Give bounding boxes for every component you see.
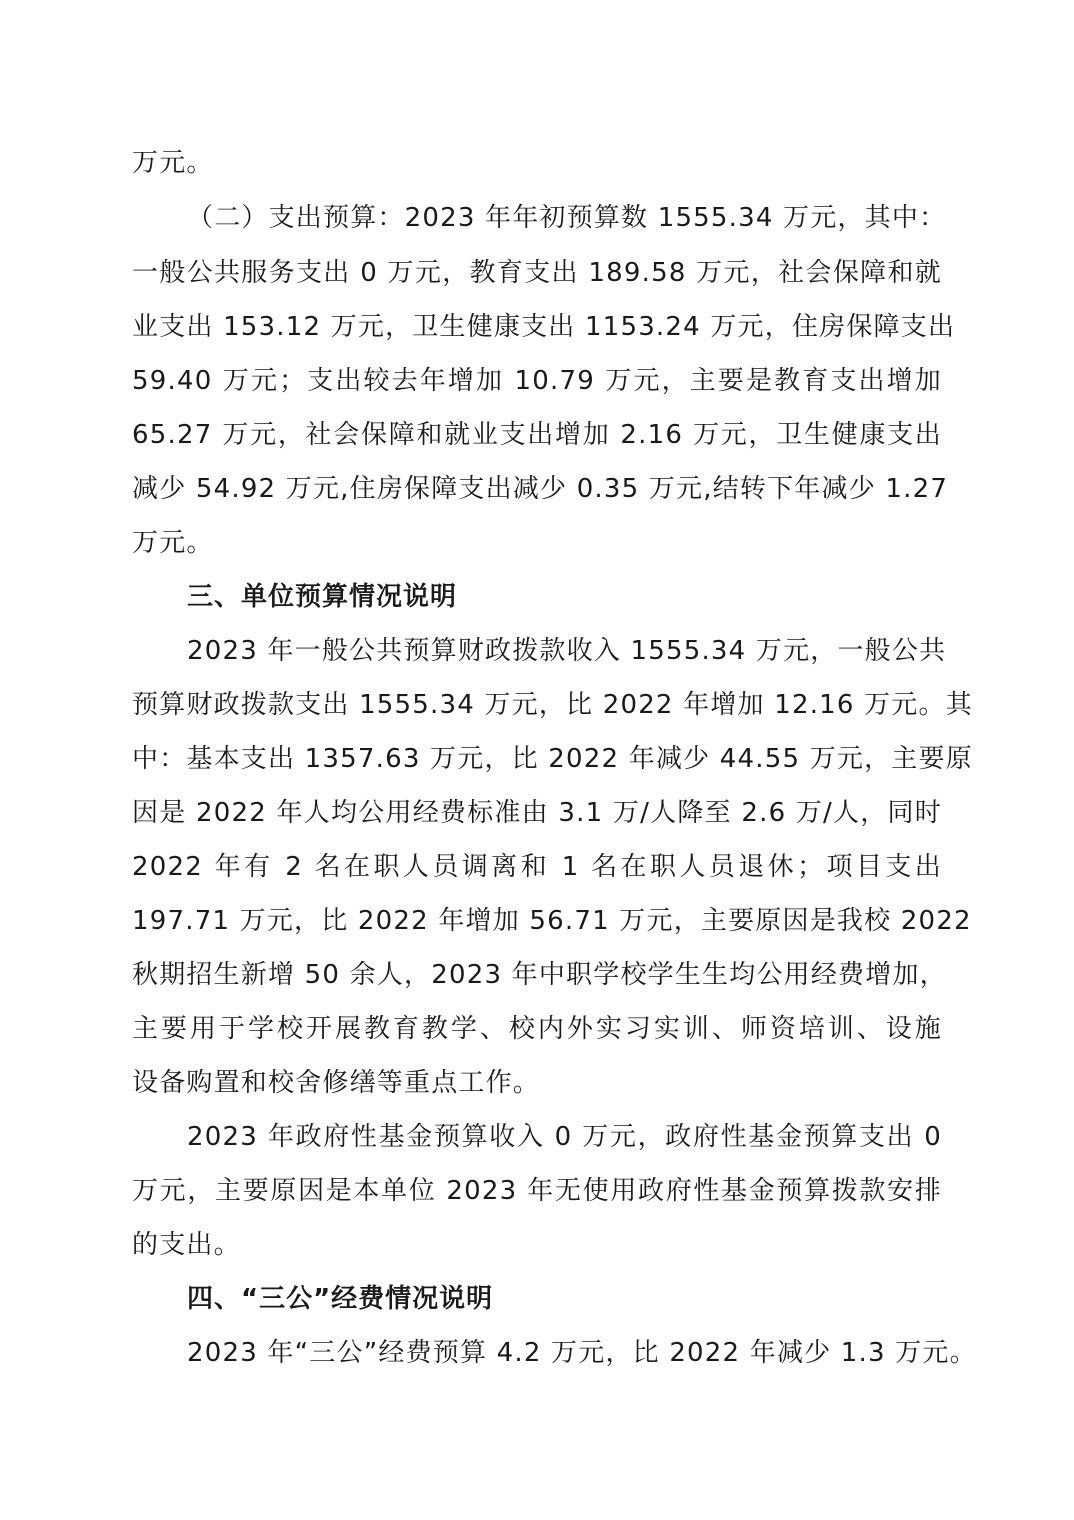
paragraph-line: 万元，主要原因是本单位 2023 年无使用政府性基金预算拨款安排 xyxy=(132,1176,942,1206)
paragraph-line: 万元。 xyxy=(132,528,214,558)
paragraph-line: 2023 年“三公”经费预算 4.2 万元，比 2022 年减少 1.3 万元。 xyxy=(187,1338,977,1368)
paragraph-line: 59.40 万元；支出较去年增加 10.79 万元，主要是教育支出增加 xyxy=(132,366,942,396)
paragraph-line: 197.71 万元，比 2022 年增加 56.71 万元，主要原因是我校 2022 xyxy=(132,906,972,936)
paragraph-line: 中：基本支出 1357.63 万元，比 2022 年减少 44.55 万元，主要原 xyxy=(132,744,973,774)
paragraph-line: 业支出 153.12 万元，卫生健康支出 1153.24 万元，住房保障支出 xyxy=(132,312,956,342)
paragraph-line: 设备购置和校舍修缮等重点工作。 xyxy=(132,1068,541,1098)
paragraph-line: 65.27 万元，社会保障和就业支出增加 2.16 万元，卫生健康支出 xyxy=(132,420,942,450)
paragraph-line: 一般公共服务支出 0 万元，教育支出 189.58 万元，社会保障和就 xyxy=(132,258,942,288)
paragraph-line: 的支出。 xyxy=(132,1230,241,1260)
paragraph-line: （二）支出预算：2023 年年初预算数 1555.34 万元，其中： xyxy=(187,203,947,233)
paragraph-line: 预算财政拨款支出 1555.34 万元，比 2022 年增加 12.16 万元。其 xyxy=(132,690,973,720)
paragraph-line: 减少 54.92 万元,住房保障支出减少 0.35 万元,结转下年减少 1.27 xyxy=(132,474,949,504)
paragraph-line: 主要用于学校开展教育教学、校内外实习实训、师资培训、设施 xyxy=(132,1014,942,1044)
paragraph-line: 万元。 xyxy=(132,148,214,178)
paragraph-line: 2023 年一般公共预算财政拨款收入 1555.34 万元，一般公共 xyxy=(187,636,947,666)
paragraph-line: 因是 2022 年人均公用经费标准由 3.1 万/人降至 2.6 万/人，同时 xyxy=(132,798,942,828)
section-heading: 四、“三公”经费情况说明 xyxy=(187,1284,494,1314)
section-heading: 三、单位预算情况说明 xyxy=(187,582,458,612)
paragraph-line: 秋期招生新增 50 余人，2023 年中职学校学生生均公用经费增加， xyxy=(132,960,947,990)
paragraph-line: 2022 年有 2 名在职人员调离和 1 名在职人员退休；项目支出 xyxy=(132,852,942,882)
paragraph-line: 2023 年政府性基金预算收入 0 万元，政府性基金预算支出 0 xyxy=(187,1122,942,1152)
